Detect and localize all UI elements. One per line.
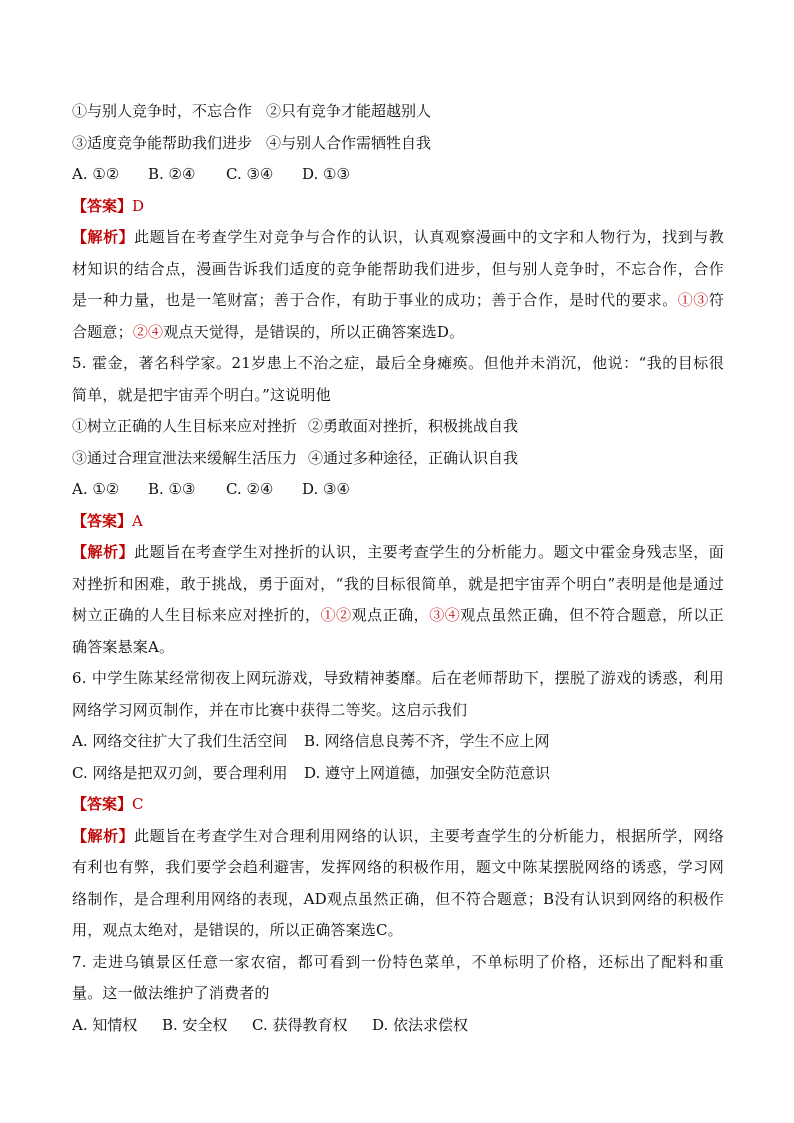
q6-stem: 6. 中学生陈某经常彻夜上网玩游戏，导致精神萎靡。后在老师帮助下，摆脱了游戏的诱惑，利用网络学习网页制作，并在市比赛中获得二等奖。这启示我们: [72, 669, 724, 719]
q4-statements-row-2: [72, 128, 724, 160]
answer-label: 【答案】: [72, 511, 133, 530]
q5-statements-row-2: [72, 443, 724, 475]
analysis-label: 【解析】: [72, 543, 135, 561]
q5-statements-row-1: [72, 411, 724, 443]
q4-statement-4: ④与别人合作需牺牲自我: [266, 133, 432, 152]
q6-answer: [72, 789, 724, 821]
analysis-highlight: ②④: [132, 322, 164, 341]
analysis-highlight: ③④: [429, 606, 461, 624]
q4-option-d: D. ①③: [302, 165, 350, 183]
analysis-text: 符合题意；: [72, 291, 725, 341]
analysis-highlight: ①③: [677, 291, 709, 309]
q4-option-c: C. ③④: [226, 165, 274, 183]
q6-option-b: B. 网络信息良莠不齐，学生不应上网: [304, 732, 550, 750]
q4-answer: [72, 191, 724, 223]
q7-option-b: B. 安全权: [162, 1015, 228, 1034]
answer-value: A: [132, 511, 143, 530]
analysis-text: 观点天觉得，是错误的，所以正确答案选D。: [163, 322, 465, 341]
answer-label: 【答案】: [72, 795, 133, 813]
q7-option-d: D. 依法求偿权: [372, 1015, 469, 1034]
analysis-text: 此题旨在考查学生对挫折的认识，主要考查学生的分析能力。题文中霍金身残志坚，面对挫折和困难，敢于挑战，勇于面对，“我的目标很简单，就是把宇宙弄个明白”表明是他是通过树立正确的人生目标来应对挫折的，: [72, 543, 724, 624]
analysis-text: 此题旨在考查学生对竞争与合作的认识，认真观察漫画中的文字和人物行为，找到与教材知识的结合点，漫画告诉我们适度的竞争能帮助我们进步，但与别人竞争时，不忘合作，合作是一种力量，也是一笔财富；善于合作，有助于事业的成功；善于合作，是时代的要求。: [72, 228, 724, 309]
analysis-highlight: ①②: [320, 606, 352, 624]
q5-analysis: [72, 537, 724, 663]
q5-option-c: C. ②④: [226, 480, 274, 498]
q6-option-a: A. 网络交往扩大了我们生活空间: [72, 732, 288, 750]
answer-value: D: [132, 196, 145, 215]
answer-value: C: [132, 795, 144, 813]
q5-stem: 5. 霍金，著名科学家。21岁患上不治之症，最后全身瘫痪。但他并未消沉，他说：“我的目标很简单，就是把宇宙弄个明白。”这说明他: [72, 354, 724, 404]
q6-options-row-2: [72, 758, 724, 790]
q5-option-b: B. ①③: [148, 480, 196, 498]
q6-option-d: D. 遵守上网道德，加强安全防范意识: [304, 763, 551, 782]
document-page: [72, 96, 724, 1041]
q4-option-a: A. ①②: [72, 165, 120, 183]
q5-option-d: D. ③④: [302, 480, 350, 498]
analysis-label: 【解析】: [72, 826, 135, 845]
q6-analysis: [72, 821, 724, 947]
q5-statement-4: ④通过多种途径，正确认识自我: [308, 448, 519, 467]
q6-options-row-1: [72, 726, 724, 758]
q5-statement-2: ②勇敢面对挫折，积极挑战自我: [308, 417, 519, 435]
q5-statement-1: ①树立正确的人生目标来应对挫折: [72, 417, 298, 435]
q4-options: [72, 159, 724, 191]
q5-option-a: A. ①②: [72, 480, 120, 498]
q7-option-a: A. 知情权: [72, 1015, 138, 1034]
q5-answer: [72, 506, 724, 538]
q4-option-b: B. ②④: [148, 165, 196, 183]
q7-stem: 7. 走进乌镇景区任意一家农宿，都可看到一份特色菜单，不单标明了价格，还标出了配料和重量。这一做法维护了消费者的: [72, 952, 724, 1002]
analysis-text: 此题旨在考查学生对合理利用网络的认识，主要考查学生的分析能力，根据所学，网络有利也有弊，我们要学会趋利避害，发挥网络的积极作用，题文中陈某摆脱网络的诱惑，学习网络制作，是合理利用网络的表现，AD观点虽然正确，但不符合题意；B没有认识到网络的积极作用，观点太绝对，是错误的，所以正确答案选C。: [72, 826, 724, 939]
q4-statement-3: ③适度竞争能帮助我们进步: [72, 133, 253, 152]
answer-label: 【答案】: [72, 196, 133, 215]
analysis-text: 观点正确，: [351, 606, 430, 624]
analysis-text: 观点虽然正确，但不符合题意，所以正确答案悬案A。: [72, 606, 724, 656]
analysis-label: 【解析】: [72, 228, 135, 246]
q7-option-c: C. 获得教育权: [252, 1015, 348, 1034]
q7-options: [72, 1010, 724, 1042]
q4-analysis: [72, 222, 724, 348]
q4-statement-1: ①与别人竞争时，不忘合作: [72, 102, 253, 120]
q6-option-c: C. 网络是把双刃剑，要合理利用: [72, 763, 288, 782]
q4-statements-row-1: [72, 96, 724, 128]
q4-statement-2: ②只有竞争才能超越别人: [266, 102, 432, 120]
q5-options: [72, 474, 724, 506]
q5-statement-3: ③通过合理宣泄法来缓解生活压力: [72, 448, 298, 467]
